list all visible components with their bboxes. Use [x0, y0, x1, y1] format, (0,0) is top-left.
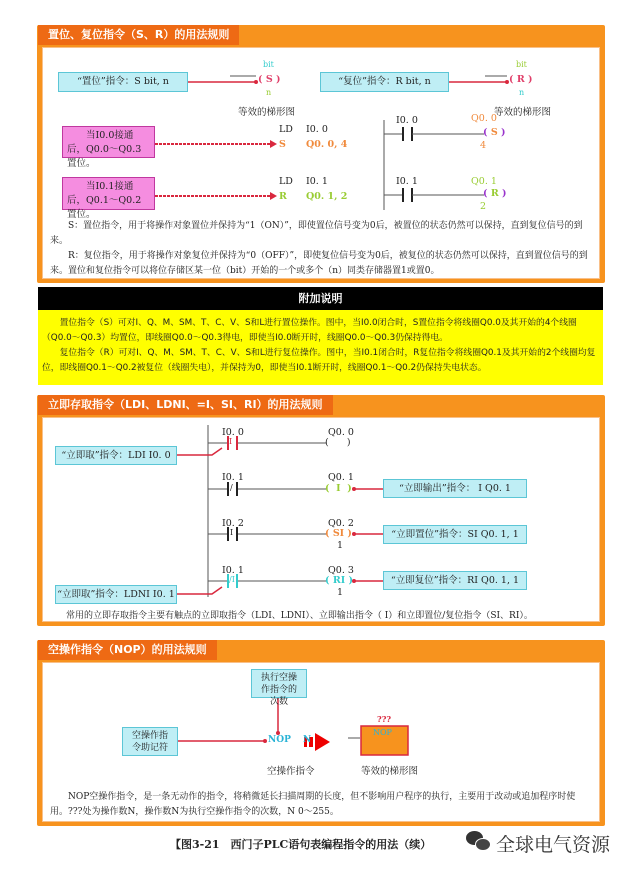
coil-symbol: S: [490, 127, 498, 138]
ladder-set-coil: ( S ): [483, 127, 506, 138]
reset-coil: ( R ): [509, 74, 533, 85]
reset-coil-symbol: R: [516, 74, 525, 85]
coil-label: Q0. 1: [471, 176, 497, 187]
caption: 空操作指令: [267, 766, 315, 777]
coil-label: Q0. 0: [471, 113, 497, 124]
coil: ( SI ): [325, 528, 352, 539]
contact-label: I0. 1: [222, 472, 244, 483]
stl-arg: I0. 1: [306, 176, 328, 187]
nop-box-label: NOP: [373, 728, 392, 737]
contact-symbol: I: [230, 528, 234, 537]
immediate-output-box: “立即输出”指令： I Q0. 1: [383, 479, 527, 498]
note-paragraph: 置位指令（S）可对I、Q、M、SM、T、C、V、S和L进行置位操作。图中，当I0.0闭合时，S置位指令将线圈Q0.0及其开始的4个线圈（Q0.0～Q0.3）均置位，即线圈Q0.0～Q0.3得电，即使当I0.0断开时，线圈Q0.0～Q0.3仍保持得电。: [42, 318, 577, 343]
coil: ( RI ): [325, 575, 353, 586]
coil-label: Q0. 3: [328, 565, 354, 576]
mnemonic-box: 空操作指令助记符: [122, 727, 178, 756]
coil-symbol: I: [336, 483, 341, 494]
stl-op: LD: [279, 124, 293, 135]
figure-caption: 【图3-21 西门子PLC语句表编程指令的用法（续）: [170, 838, 432, 851]
coil-n-label: n: [519, 88, 525, 97]
section-title: 置位、复位指令（S、R）的用法规则: [38, 25, 239, 45]
nop-operand: N: [303, 735, 312, 745]
equiv-ladder-caption: 等效的梯形图: [238, 107, 296, 118]
ladder-reset-coil: ( R ): [483, 188, 507, 199]
coil-label: Q0. 1: [328, 472, 354, 483]
section-title: 立即存取指令（LDI、LDNI、=I、SI、RI）的用法规则: [38, 395, 333, 415]
immediate-reset-box: “立即复位”指令：RI Q0. 1, 1: [383, 571, 527, 590]
section-title: 空操作指令（NOP）的用法规则: [38, 640, 217, 660]
contact-label: I0. 0: [396, 115, 418, 126]
coil-label: Q0. 0: [328, 427, 354, 438]
stl-op: S: [279, 139, 286, 150]
coil-n: 4: [480, 140, 487, 151]
reset-instruction-box: “复位”指令：R bit, n: [320, 72, 449, 92]
coil-n: 1: [337, 540, 344, 551]
coil-label: Q0. 2: [328, 518, 354, 529]
immediate-set-box: “立即置位”指令：SI Q0. 1, 1: [383, 525, 527, 544]
contact-label: I0. 2: [222, 518, 244, 529]
equiv-ladder-caption: 等效的梯形图: [494, 107, 552, 118]
watermark: 全球电气资源: [496, 834, 611, 856]
coil-symbol: SI: [332, 528, 345, 539]
caption: 等效的梯形图: [361, 766, 419, 777]
count-box: 执行空操作指令的次数: [251, 669, 307, 698]
ldni-box: “立即取”指令：LDNI I0. 1: [55, 585, 177, 604]
set-instruction-box: “置位”指令：S bit, n: [58, 72, 188, 92]
stl-op: R: [279, 191, 287, 202]
section-caption: 常用的立即存取指令主要有触点的立即取指令（LDI、LDNI）、立即输出指令（ I）和立即置位/复位指令（SI、RI）。: [66, 611, 533, 621]
additional-notes-body: [38, 310, 603, 385]
stl-arg: Q0. 1, 2: [306, 191, 348, 202]
set-coil-symbol: S: [265, 74, 273, 85]
coil-symbol: RI: [332, 575, 346, 586]
contact-label: I0. 0: [222, 427, 244, 438]
coil-bit-label: bit: [516, 60, 527, 69]
coil-n: 1: [337, 587, 344, 598]
contact-symbol: /I: [229, 575, 235, 584]
coil-bit-label: bit: [263, 60, 274, 69]
note-set: 当I0.0接通后，Q0.0～Q0.3置位。: [62, 126, 155, 158]
coil-symbol: R: [490, 188, 499, 199]
coil-n: 2: [480, 201, 487, 212]
note-paragraph: 复位指令（R）可对I、Q、M、SM、T、C、V、S和L进行复位操作。图中，当I0.1闭合时，R复位指令将线圈Q0.1及其开始的2个线圈均复位，即线圈Q0.1～Q0.2被复位（线圈失电），并保持为0，即使当I0.1断开时，线圈Q0.1～Q0.2仍保持失电状态。: [42, 348, 596, 373]
contact-label: I0. 1: [396, 176, 418, 187]
coil: ( ): [325, 437, 351, 448]
ldi-box: “立即取”指令：LDI I0. 0: [55, 446, 177, 465]
nop-mnemonic: NOP: [268, 735, 291, 745]
stl-arg: Q0. 0, 4: [306, 139, 348, 150]
contact-symbol: I: [229, 437, 233, 446]
contact-symbol: /: [230, 483, 233, 492]
nop-description: NOP空操作指令，是一条无动作的指令，将稍微延长扫描周期的长度，但不影响用户程序的执行，主要用于改动或追加程序时使用。???处为操作数N，操作数N为执行空操作指令的次数，N 0～255。: [50, 792, 576, 817]
coil-n-label: n: [266, 88, 272, 97]
operand-placeholder: ???: [377, 714, 392, 724]
set-coil: ( S ): [258, 74, 281, 85]
wechat-icon: [466, 831, 492, 853]
stl-op: LD: [279, 176, 293, 187]
coil: ( I ): [325, 483, 352, 494]
reset-description: R：复位指令，用于将操作对象复位并保持为“0（OFF）”，即使复位信号变为0后，被复位的状态仍然可以保持，直到置位信号的到来。置位和复位指令可以将位存储区某一位（bit）开始的一个或多个（n）同类存储器置1或置0。: [50, 251, 588, 276]
set-description: S：置位指令，用于将操作对象置位并保持为“1（ON）”，即使置位信号变为0后，被置位的状态仍然可以保持，直到复位信号的到来。: [50, 221, 583, 246]
stl-arg: I0. 0: [306, 124, 328, 135]
additional-notes-header: 附加说明: [38, 287, 603, 310]
contact-label: I0. 1: [222, 565, 244, 576]
note-reset: 当I0.1接通后，Q0.1～Q0.2置位。: [62, 177, 155, 210]
